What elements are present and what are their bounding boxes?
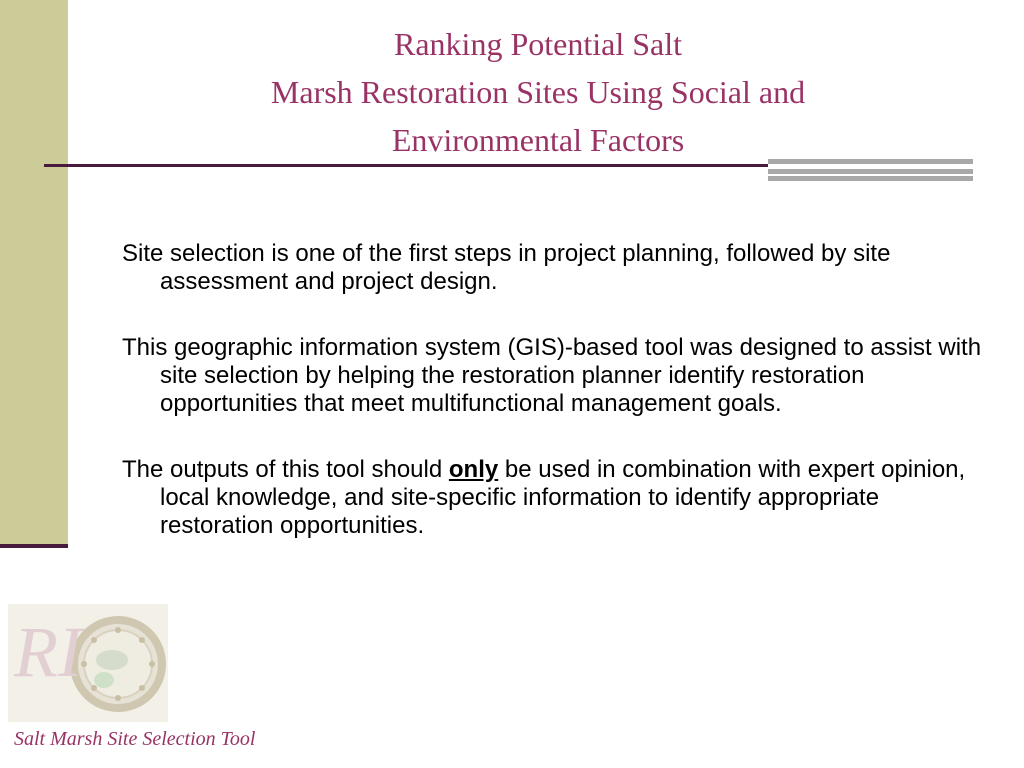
slide-body [122, 240, 982, 578]
sidebar-rule [0, 544, 68, 548]
title-line-2: Marsh Restoration Sites Using Social and [270, 74, 806, 110]
logo [8, 604, 168, 722]
outputs-text-start: The outputs of this tool should [122, 456, 449, 483]
outputs-emphasis: only [448, 456, 499, 483]
outputs-text-end: be used in combination with expert opinion, local knowledge, and site-specific information to identify appropriate restoration opportunities. [160, 456, 966, 539]
decorative-bar-2 [768, 169, 973, 174]
title-divider [44, 164, 768, 167]
slide-title [100, 20, 976, 164]
logo-emblem-icon [8, 604, 168, 722]
title-line-1: Ranking Potential Salt [394, 26, 682, 62]
sidebar-accent [0, 0, 68, 546]
title-line-3: Environmental Factors [391, 122, 685, 158]
decorative-bar-3 [768, 176, 973, 181]
footer-title: Salt Marsh Site Selection Tool [14, 728, 256, 750]
paragraph-outputs [122, 456, 982, 540]
paragraph-site-selection: Site selection is one of the first steps in project planning, followed by site assessment and project design. [122, 240, 891, 295]
decorative-bar-1 [768, 159, 973, 164]
logo-letters: RI [14, 612, 82, 692]
paragraph-gis-tool: This geographic information system (GIS)-based tool was designed to assist with site selection by helping the restoration planner identify restoration opportunities that meet multifunctional management goals. [122, 334, 982, 417]
